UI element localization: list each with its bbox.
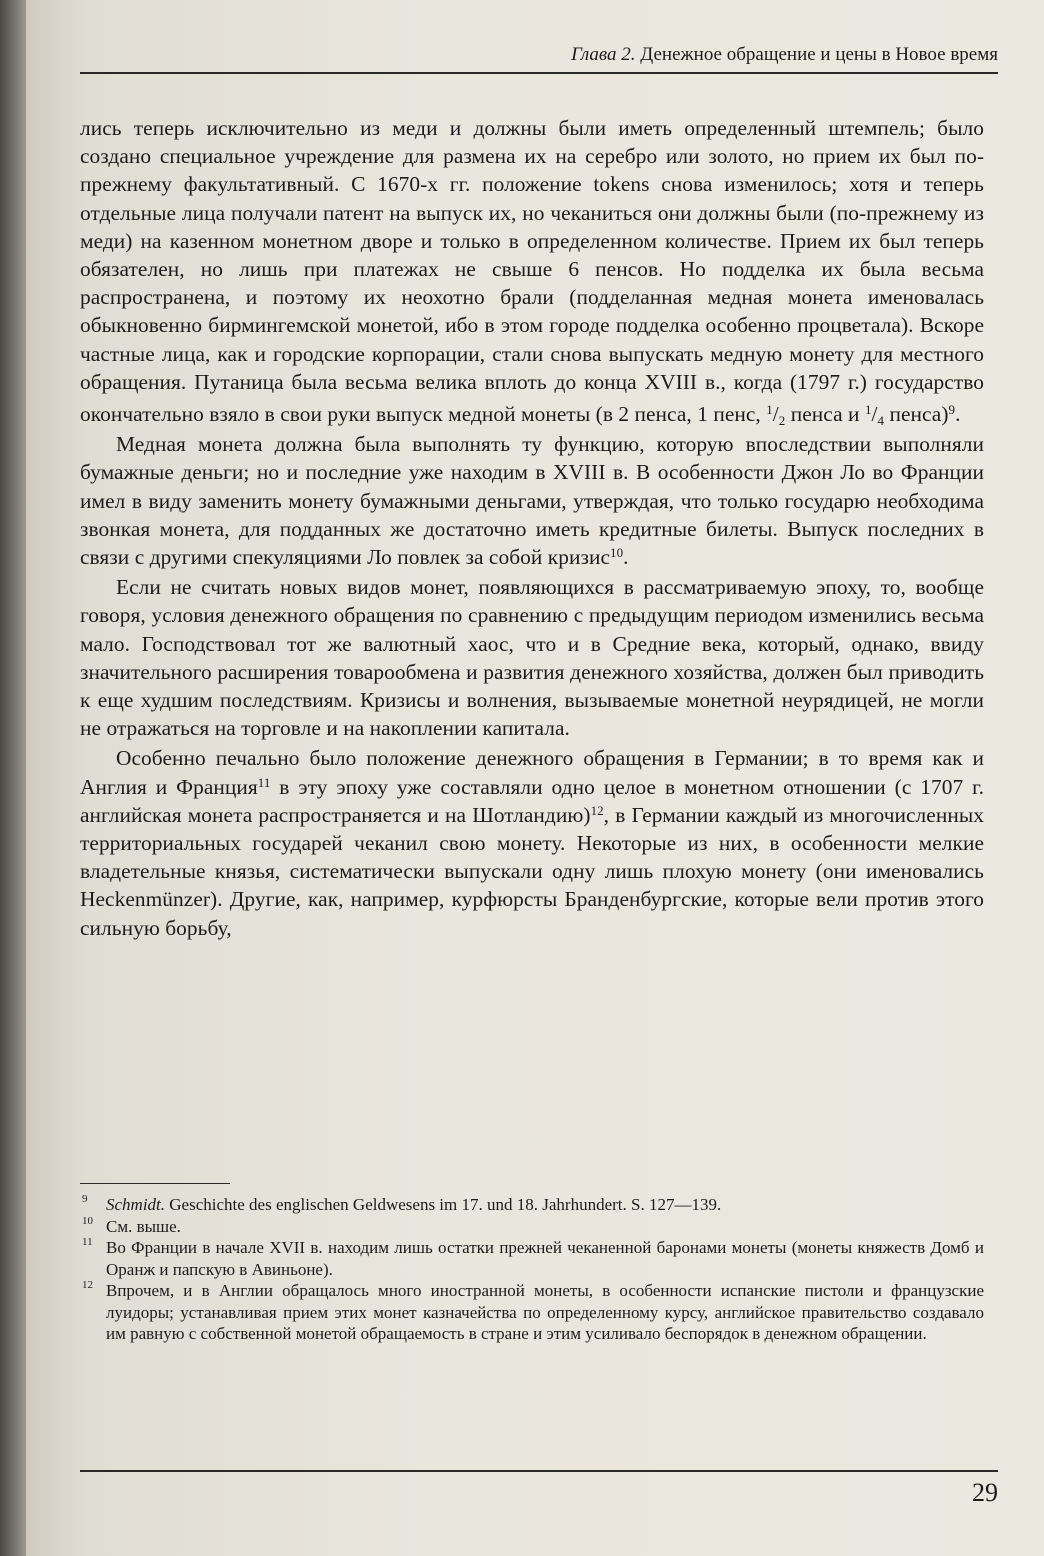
footnote-author: Schmidt.	[106, 1195, 166, 1214]
paragraph-2-end: .	[623, 545, 629, 570]
running-header	[80, 40, 998, 74]
chapter-label: Глава 2.	[571, 44, 636, 65]
footnote-number: 10	[82, 1214, 93, 1227]
footnote-ref-11[interactable]: 11	[257, 774, 271, 790]
footnotes	[80, 1194, 984, 1345]
footnote-number: 12	[82, 1279, 93, 1291]
footnote-12	[80, 1280, 984, 1345]
footnote-11	[80, 1237, 984, 1280]
paragraph-4-text-a: Особенно печально было положение денежного обращения в Германии; в то время как и Англия и Франция	[80, 746, 984, 799]
fraction-quarter-numerator: 1	[864, 402, 872, 418]
paragraph-4-text-c: , в Германии каждый из многочисленных территориальных государей чеканил свою монету. Некоторые из них, в особенности мелкие владетельные князья, систематически выпускали одну лишь плохую монету (они именовались Heckenmünzer). Другие, как, например, курфюрсты Бранденбургские, которые вели против этого сильную борьбу,	[80, 802, 984, 940]
footnote-text: См. выше.	[106, 1216, 181, 1236]
paragraph-1: лись теперь исключительно из меди и должны были иметь определенный штемпель; было создано специальное учреждение для размена их на серебро или золото, но прием их был по-прежнему факультативный. С 1670-х гг. положение tokens снова изменилось; хотя и теперь отдельные лица получали патент на выпуск их, но чеканиться они должны были (по-прежнему из меди) на казенном монетном дворе и только в определенном количестве. Прием их был теперь обязателен, но лишь при платежах не свыше 6 пенсов. Но подделка их была весьма распространена, и поэтому их неохотно брали (подделанная медная монета именовалась обыкновенно бирмингемской монетой, ибо в этом городе подделка особенно процветала). Вскоре частные лица, как и городские корпорации, стали снова выпускать медную монету для местного обращения. Путаница была весьма велика вплоть до конца XVIII в., когда (1797 г.) государство окончательно взяло в свои руки выпуск медной монеты (в 2 пенса, 1 пенс, $^1/_2$ пенса и $^1/_4$ пенса)$^9$.	[80, 116, 984, 429]
paragraph-2	[80, 430, 984, 571]
paragraph-2-text: Медная монета должна была выполнять ту функцию, которую впоследствии выполняли бумажные деньги; но и последние уже находим в XVIII в. В особенности Джон Ло во Франции имел в виду заменить монету бумажными деньгами, утверждая, что только государю необходима звонкая монета, для подданных же достаточно иметь кредитные билеты. Выпуск последних в связи с другими спекуляциями Ло повлек за собой кризис	[80, 432, 984, 570]
footnote-10	[80, 1216, 984, 1238]
chapter-title: Денежное обращение и цены в Новое время	[640, 44, 998, 65]
paragraph-1-text-a: лись теперь исключительно из меди и должны были иметь определенный штемпель; было создано специальное учреждение для размена их на серебро или золото, но прием их был по-прежнему факультативный. С 1670-х гг. положение tokens снова изменилось; хотя и теперь отдельные лица получали патент на выпуск их, но чеканиться они должны были (по-прежнему из меди) на казенном монетном дворе и только в определенном количестве. Прием их был теперь обязателен, но лишь при платежах не свыше 6 пенсов. Но подделка их была весьма распространена, и поэтому их неохотно брали (подделанная медная монета именовалась обыкновенно бирмингемской монетой, ибо в этом городе подделка особенно процветала). Вскоре частные лица, как и городские корпорации, стали снова выпускать медную монету для местного обращения. Путаница была весьма велика вплоть до конца XVIII в., когда (1797 г.) государство окончательно взяло в свои руки выпуск медной монеты (в 2 пенса, 1 пенс,	[80, 116, 984, 427]
fraction-half-numerator: 1	[766, 402, 773, 418]
paragraph-3	[80, 573, 984, 742]
footnote-text: Впрочем, и в Англии обращалось много иностранной монеты, в особенности испанские пистоли и французские луидоры; устанавливая прием этих монет казначейства по определенному курсу, английское правительство создавало им равную с собственной монетой обращаемость в стране и этим усиливало беспорядок в денежном обращении.	[106, 1281, 984, 1343]
fraction-half-denominator: 2	[778, 413, 786, 429]
paragraph-1-text-c: пенса)	[884, 402, 949, 427]
bottom-rule	[80, 1470, 998, 1472]
footnote-ref-9[interactable]: 9	[948, 402, 956, 418]
paragraph-3-text: Если не считать новых видов монет, появляющихся в рассматриваемую эпоху, то, вообще говоря, условия денежного обращения по сравнению с предыдущим периодом изменились весьма мало. Господствовал тот же валютный хаос, что и в Средние века, который, однако, ввиду значительного расширения товарообмена и развития денежного хозяйства, должен был приводить к еще худшим последствиям. Кризисы и волнения, вызываемые монетной неурядицей, не могли не отражаться на торговле и на накоплении капитала.	[80, 575, 984, 741]
footnote-number: 11	[82, 1236, 93, 1248]
footnote-text: Geschichte des englischen Geldwesens im 17. und 18. Jahrhundert. S. 127—139.	[165, 1195, 722, 1214]
fraction-quarter-denominator: 4	[877, 413, 885, 429]
paragraph-4-text-b: в эту эпоху уже составляли одно целое в монетном отношении (с 1707 г. английская монета распространяется и на Шотландию)	[80, 774, 984, 827]
page-number: 29	[972, 1478, 998, 1507]
footnote-ref-12[interactable]: 12	[590, 802, 604, 818]
footnote-9	[80, 1194, 984, 1216]
book-page	[26, 0, 1044, 1556]
footnote-ref-10[interactable]: 10	[610, 545, 624, 561]
footnote-divider	[80, 1183, 230, 1184]
footnote-text: Во Франции в начале XVII в. находим лишь остатки прежней чеканенной баронами монеты (монеты княжеств Домб и Оранж и папскую в Авиньоне).	[106, 1238, 984, 1279]
main-text	[80, 114, 984, 942]
footnote-number: 9	[82, 1193, 88, 1205]
paragraph-1-text-b: пенса и	[785, 402, 865, 427]
paragraph-4	[80, 744, 984, 941]
